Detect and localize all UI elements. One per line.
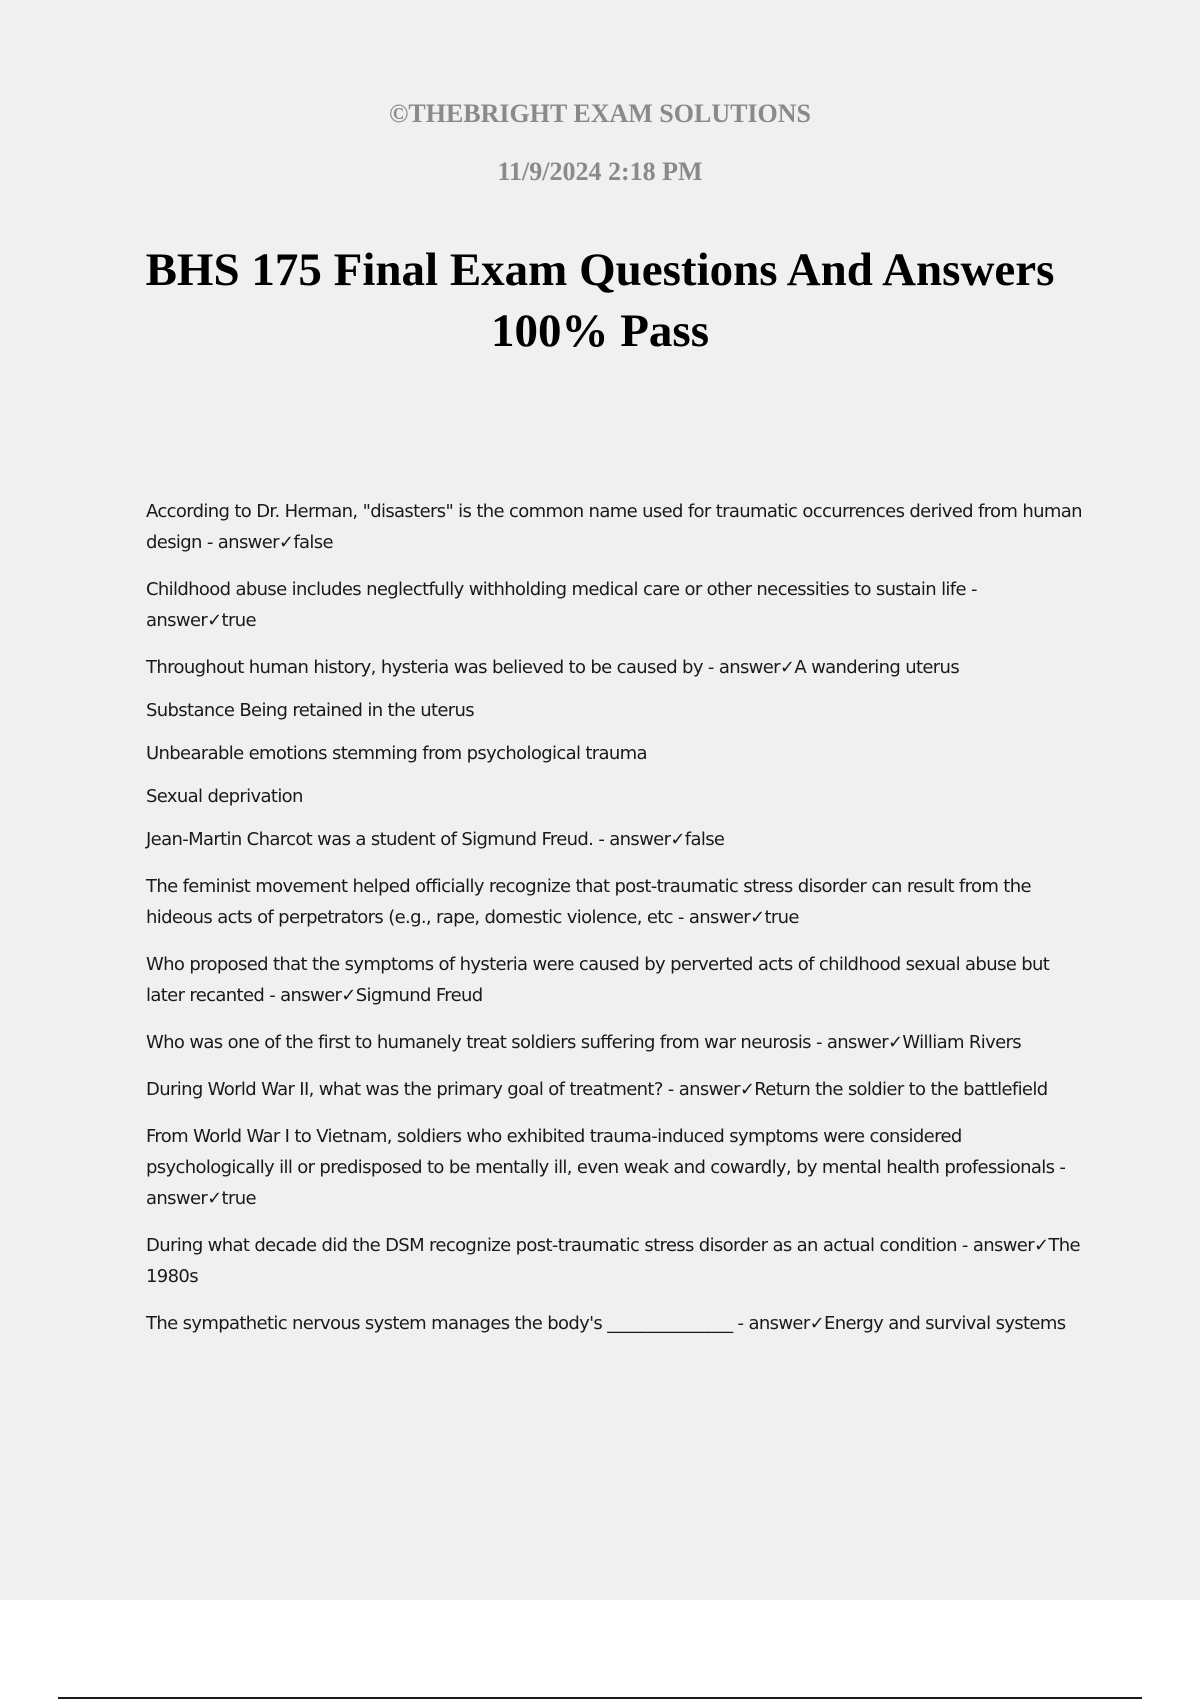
qa-item: Throughout human history, hysteria was believed to be caused by - answer✓A wandering uterus — [146, 657, 960, 678]
qa-item: From World War I to Vietnam, soldiers who exhibited trauma-induced symptoms were considered psychologically ill or predisposed to be mentally ill, even weak and cowardly, by mental health professionals - answer✓true — [146, 1126, 1066, 1209]
qa-item: Who was one of the first to humanely treat soldiers suffering from war neurosis - answer✓William Rivers — [146, 1032, 1022, 1053]
qa-item: Jean-Martin Charcot was a student of Sigmund Freud. - answer✓false — [146, 829, 725, 850]
footer-rule — [58, 1697, 1142, 1699]
print-datetime: 11/9/2024 2:18 PM — [497, 157, 703, 186]
qa-item: According to Dr. Herman, "disasters" is the common name used for traumatic occurrences derived from human design - answer✓false — [146, 501, 1082, 553]
qa-option: Unbearable emotions stemming from psychological trauma — [146, 743, 647, 764]
qa-item: Who proposed that the symptoms of hysteria were caused by perverted acts of childhood sexual abuse but later recanted - answer✓Sigmund Freud — [146, 954, 1050, 1006]
qa-item: During what decade did the DSM recognize post-traumatic stress disorder as an actual condition - answer✓The 1980s — [146, 1235, 1080, 1287]
qa-option: Sexual deprivation — [146, 786, 303, 807]
document-title: BHS 175 Final Exam Questions And Answers 100% Pass — [145, 244, 1055, 357]
qa-item: Childhood abuse includes neglectfully withholding medical care or other necessities to sustain life - answer✓true — [146, 579, 977, 631]
qa-list — [146, 496, 1086, 1355]
qa-item: The feminist movement helped officially recognize that post-traumatic stress disorder can result from the hideous acts of perpetrators (e.g., rape, domestic violence, etc - answer✓true — [146, 876, 1031, 928]
qa-item: During World War II, what was the primary goal of treatment? - answer✓Return the soldier to the battlefield — [146, 1079, 1048, 1100]
qa-option: Substance Being retained in the uterus — [146, 700, 475, 721]
copyright-header: ©THEBRIGHT EXAM SOLUTIONS — [388, 99, 812, 128]
qa-item: The sympathetic nervous system manages the body's _______________ - answer✓Energy and survival systems — [146, 1313, 1066, 1334]
